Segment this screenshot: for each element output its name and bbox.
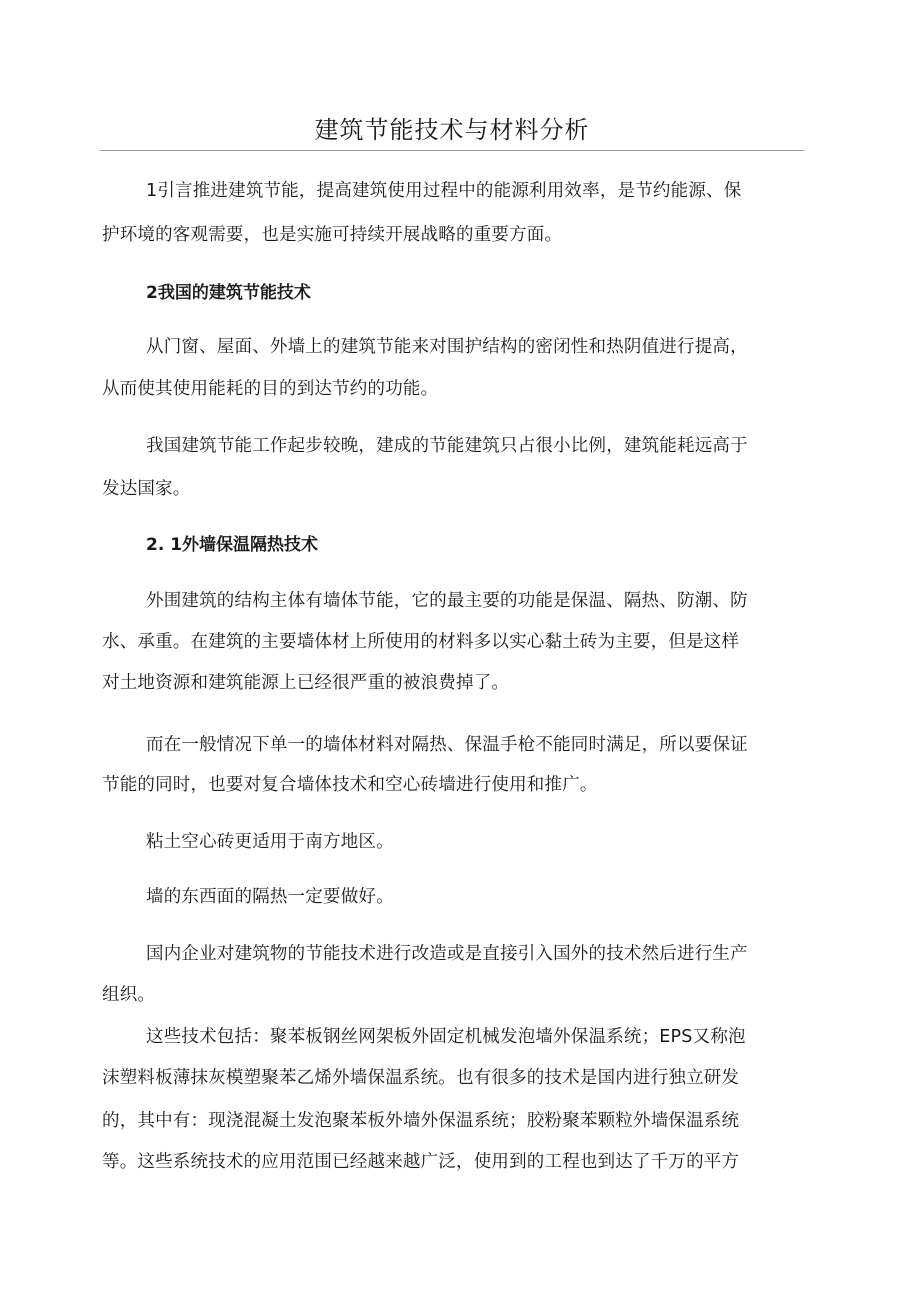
paragraph-wall-line-3: 对土地资源和建筑能源上已经很严重的被浪费掉了。 (102, 673, 510, 693)
paragraph-systems-line-1: 这些技术包括：聚苯板钢丝网架板外固定机械发泡墙外保温系统；EPS又称泡 (146, 1027, 746, 1047)
section-heading-2-1: 2. 1外墙保温隔热技术 (146, 535, 319, 555)
document-title: 建筑节能技术与材料分析 (314, 116, 590, 144)
paragraph-status-line-1: 我国建筑节能工作起步较晚，建成的节能建筑只占很小比例，建筑能耗远高于 (146, 436, 748, 456)
paragraph-envelope-line-1: 从门窗、屋面、外墙上的建筑节能来对围护结构的密闭性和热阴值进行提高， (146, 337, 748, 357)
paragraph-composite-line-2: 节能的同时，也要对复合墙体技术和空心砖墙进行使用和推广。 (102, 775, 598, 795)
section-heading-2: 2我国的建筑节能技术 (146, 283, 311, 303)
paragraph-east-west: 墙的东西面的隔热一定要做好。 (146, 887, 394, 907)
paragraph-wall-line-1: 外围建筑的结构主体有墙体节能，它的最主要的功能是保温、隔热、防潮、防 (146, 591, 748, 611)
paragraph-systems-line-3: 的，其中有：现浇混凝土发泡聚苯板外墙外保温系统；胶粉聚苯颗粒外墙保温系统 (102, 1111, 740, 1131)
paragraph-domestic-line-1: 国内企业对建筑物的节能技术进行改造或是直接引入国外的技术然后进行生产 (146, 944, 748, 964)
paragraph-composite-line-1: 而在一般情况下单一的墙体材料对隔热、保温手枪不能同时满足，所以要保证 (146, 735, 748, 755)
paragraph-clay-brick: 粘土空心砖更适用于南方地区。 (146, 832, 394, 852)
paragraph-domestic-line-2: 组织。 (102, 985, 156, 1005)
paragraph-wall-line-2: 水、承重。在建筑的主要墙体材上所使用的材料多以实心黏土砖为主要，但是这样 (102, 632, 740, 652)
title-divider (100, 150, 804, 151)
paragraph-systems-line-4: 等。这些系统技术的应用范围已经越来越广泛，使用到的工程也到达了千万的平方 (102, 1152, 740, 1172)
paragraph-envelope-line-2: 从而使其使用能耗的目的到达节约的功能。 (102, 379, 439, 399)
paragraph-status-line-2: 发达国家。 (102, 479, 191, 499)
paragraph-intro-line-2: 护环境的客观需要，也是实施可持续开展战略的重要方面。 (102, 225, 563, 245)
paragraph-systems-line-2: 沫塑料板薄抹灰模塑聚苯乙烯外墙保温系统。也有很多的技术是国内进行独立研发 (102, 1068, 740, 1088)
paragraph-intro-line-1: 1引言推进建筑节能，提高建筑使用过程中的能源利用效率，是节约能源、保 (146, 181, 742, 201)
